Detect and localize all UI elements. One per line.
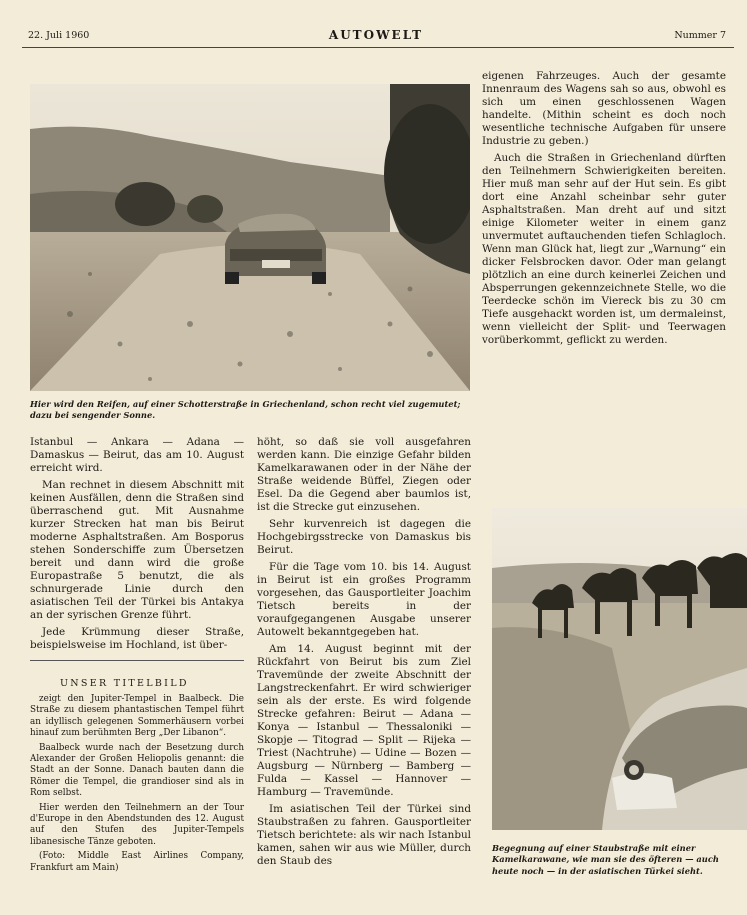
middle-column (257, 436, 471, 868)
paragraph: höht, so daß sie voll ausgefahren werden kann. Die einzige Gefahr bilden Kamelkarawanen oder in der Nähe der Straße weidende Büffel, Ziegen oder Esel. Da die Gegend aber baumlos ist, ist die Strecke gut einzusehen. (257, 436, 471, 513)
header-rule (22, 47, 734, 48)
gravel-road-image (30, 84, 470, 391)
photo1-caption: Hier wird den Reifen, auf einer Schotterstraße in Griechenland, schon recht viel zugemutet; dazu bei sengender Sonne. (30, 399, 461, 421)
paragraph: Hier werden den Teilnehmern an der Tour d'Europe in den Abendstunden des 12. August auf den Stufen des Jupiter-Tempels libanesische Tänze geboten. (30, 802, 244, 847)
paragraph: eigenen Fahrzeuges. Auch der gesamte Innenraum des Wagens sah so aus, obwohl es sich um einen geschlossenen Wagen handelte. (Mithin scheint es doch noch wesentliche technische Aufgaben für unsere Industrie zu geben.) (482, 70, 726, 147)
page-header (20, 28, 732, 46)
paragraph: Für die Tage vom 10. bis 14. August in Beirut ist ein großes Programm vorgesehen, das Gausportleiter Joachim Tietsch bereits in der voraufgegangenen Ausgabe unserer Autowelt bekanntgegeben hat. (257, 561, 471, 638)
photo2-caption: Begegnung auf einer Staubstraße mit einer Kamelkarawane, wie man sie des öfteren — auch heute noch — in der asiatischen Türkei sieht. (492, 843, 719, 876)
paragraph: Im asiatischen Teil der Türkei sind Staubstraßen zu fahren. Gausportleiter Tietsch berichtete: als wir nach Istanbul kamen, sahen wir aus wie Müller, durch den Staub des (257, 803, 471, 867)
photo-credit: (Foto: Middle East Airlines Company, Frankfurt am Main) (30, 851, 244, 873)
paragraph: Sehr kurvenreich ist dagegen die Hochgebirgsstrecke von Damaskus bis Beirut. (257, 518, 471, 556)
titelbild-heading: UNSER TITELBILD (60, 678, 189, 689)
photo-gravel-road (30, 84, 470, 391)
paragraph: Baalbeck wurde nach der Besetzung durch Alexander der Großen Heliopolis genannt: die Stadt an der Sonne. Danach bauten dann die Römer die Tempel, die grandioser sind als in Rom selbst. (30, 742, 244, 799)
paragraph: zeigt den Jupiter-Tempel in Baalbeck. Die Straße zu diesem phantastischen Tempel führt an idyllisch gelegenen Sommerhäusern vorbei hinauf zum berühmten Berg „Der Libanon“. (30, 694, 244, 739)
right-column-top (482, 70, 726, 347)
titelbild-box (30, 694, 244, 874)
header-date: 22. Juli 1960 (28, 30, 90, 41)
paragraph: Jede Krümmung dieser Straße, beispielsweise im Hochland, ist über- (30, 626, 244, 651)
paragraph: Am 14. August beginnt mit der Rückfahrt von Beirut bis zum Ziel Travemünde der zweite Abschnitt der Langstreckenfahrt. Er wird schwieriger sein als der erste. Es wird folgende Strecke gefahren: Beirut — Adana — Konya — Istanbul — Thessaloniki — Skopje — Titograd — Split — Rijeka — Triest (Nachtruhe) — Udine — Bozen — Augsburg — Nürnberg — Bamberg — Fulda — Kassel — Hannover — Hamburg — Travemünde. (257, 643, 471, 798)
left-column (30, 436, 244, 652)
paragraph: Auch die Straßen in Griechenland dürften den Teilnehmern Schwierigkeiten bereiten. Hier muß man sehr auf der Hut sein. Es gibt dort eine Anzahl scheinbar sehr guter Asphaltstraßen. Man dreht auf und sitzt einige Kilometer weiter in einem ganz unvermutet auftauchenden tiefen Schlagloch. Wenn man Glück hat, liegt zur „Warnung“ ein dicker Felsbrocken davor. Oder man gelangt plötzlich an eine durch keinerlei Zeichen und Absperrungen gekennzeichnete Stelle, wo die Teerdecke schön im Viereck bis zu 30 cm Tiefe ausgehackt worden ist, um dermaleinst, wenn vielleicht der Split- und Teerwagen vorüberkommt, geflickt zu werden. (482, 152, 726, 346)
paragraph: Man rechnet in diesem Abschnitt mit keinen Ausfällen, denn die Straßen sind überraschend gut. Mit Ausnahme kurzer Strecken hat man bis Beirut moderne Asphaltstraßen. Am Bosporus stehen Sonderschiffe zum Übersetzen bereit und dann wird die große Europastraße 5 benutzt, die als schnurgerade Linie durch den asiatischen Teil der Türkei bis Antakya an der syrischen Grenze führt. (30, 479, 244, 621)
titelbild-rule-top (30, 660, 244, 661)
photo-camel-caravan (492, 508, 747, 830)
masthead: AUTOWELT (328, 28, 424, 42)
camel-caravan-image (492, 508, 747, 830)
paragraph: Istanbul — Ankara — Adana — Damaskus — Beirut, das am 10. August erreicht wird. (30, 436, 244, 474)
issue-number: Nummer 7 (674, 30, 726, 41)
